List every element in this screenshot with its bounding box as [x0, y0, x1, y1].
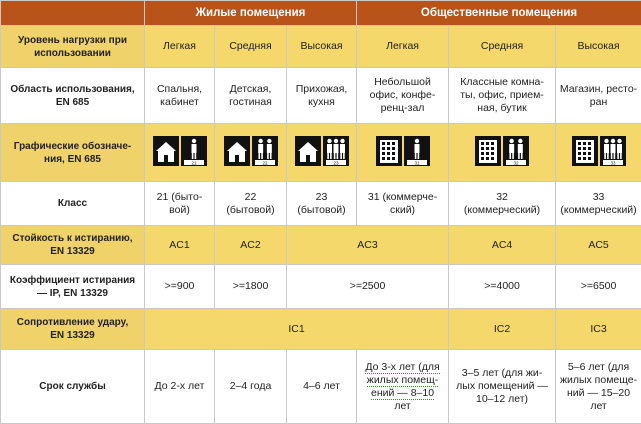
symbol-cell: [357, 124, 449, 182]
row-class: [1, 182, 641, 226]
office-building-icon: [572, 136, 598, 166]
row-service-life: [1, 350, 641, 424]
impact-value: IC1: [145, 309, 449, 350]
symbol-cell: [556, 124, 641, 182]
load-value: Средняя: [215, 26, 287, 68]
load-value: Высокая: [556, 26, 641, 68]
abrasion-value: AC2: [215, 226, 287, 265]
symbol-pair: [224, 136, 278, 166]
row-graphic-symbols: [1, 124, 641, 182]
symbol-cell: [145, 124, 215, 182]
class-value: 33 (коммерческий): [556, 182, 641, 226]
symbol-pair: [153, 136, 207, 166]
load-value: Легкая: [145, 26, 215, 68]
area-value: Небольшой офис, конфе- ренц-зал: [357, 68, 449, 124]
symbol-pair: [475, 136, 529, 166]
label-impact-resistance: Сопротивление удару, EN 13329: [1, 309, 145, 350]
abrasion-value: AC3: [287, 226, 449, 265]
header-row: [1, 1, 641, 26]
coefficient-value: >=1800: [215, 265, 287, 309]
label-load-level: Уровень нагрузки при использовании: [1, 26, 145, 68]
coefficient-value: >=900: [145, 265, 215, 309]
service-life-value: 5–6 лет (для жилых помеще- ний — 15–20 лет: [556, 350, 641, 424]
header-residential: Жилые помещения: [145, 1, 357, 26]
symbol-cell: [215, 124, 287, 182]
symbol-pair: [295, 136, 349, 166]
label-class: Класс: [1, 182, 145, 226]
row-abrasion-resistance: [1, 226, 641, 265]
coefficient-value: >=2500: [287, 265, 449, 309]
coefficient-value: >=6500: [556, 265, 641, 309]
office-building-icon: [475, 136, 501, 166]
class-value: 31 (коммерче- ский): [357, 182, 449, 226]
symbol-cell: [449, 124, 556, 182]
load-value: Высокая: [287, 26, 357, 68]
impact-value: IC3: [556, 309, 641, 350]
one-person-icon: [181, 136, 207, 166]
house-icon: [224, 136, 250, 166]
class-value: 22 (бытовой): [215, 182, 287, 226]
row-abrasion-coefficient: [1, 265, 641, 309]
three-persons-icon: [600, 136, 626, 166]
class-code-text: 32: [514, 160, 520, 165]
house-icon: [153, 136, 179, 166]
load-value: Средняя: [449, 26, 556, 68]
impact-value: IC2: [449, 309, 556, 350]
row-impact-resistance: [1, 309, 641, 350]
service-life-value: 3–5 лет (для жи- лых помещений — 10–12 лет): [449, 350, 556, 424]
row-load-level: [1, 26, 641, 68]
class-value: 32 (коммерческий): [449, 182, 556, 226]
three-persons-icon: [323, 136, 349, 166]
service-life-value: До 2-х лет: [145, 350, 215, 424]
label-abrasion-resistance: Стойкость к истиранию, EN 13329: [1, 226, 145, 265]
area-value: Классные комна- ты, офис, прием- ная, бутик: [449, 68, 556, 124]
label-abrasion-coefficient: Коэффициент истирания — IP, EN 13329: [1, 265, 145, 309]
area-value: Детская, гостиная: [215, 68, 287, 124]
abrasion-value: AC4: [449, 226, 556, 265]
service-life-value: 2–4 года: [215, 350, 287, 424]
header-corner: [1, 1, 145, 26]
label-graphic-symbols: Графические обозначе- ния, EN 685: [1, 124, 145, 182]
office-building-icon: [376, 136, 402, 166]
service-life-value: До 3-х лет (для жилых помещ- ений — 8–10 лет: [357, 350, 449, 424]
abrasion-value: AC5: [556, 226, 641, 265]
label-area-of-use: Область использования, EN 685: [1, 68, 145, 124]
row-area-of-use: [1, 68, 641, 124]
header-public: Общественные помещения: [357, 1, 641, 26]
class-code-text: 23: [333, 160, 339, 165]
coefficient-value: >=4000: [449, 265, 556, 309]
class-code-text: 31: [414, 160, 420, 165]
abrasion-value: AC1: [145, 226, 215, 265]
class-value: 23 (бытовой): [287, 182, 357, 226]
class-code-text: 22: [262, 160, 268, 165]
label-service-life: Срок службы: [1, 350, 145, 424]
class-value: 21 (быто- вой): [145, 182, 215, 226]
house-icon: [295, 136, 321, 166]
symbol-pair: [376, 136, 430, 166]
one-person-icon: [404, 136, 430, 166]
symbol-cell: [287, 124, 357, 182]
class-code-text: 33: [610, 160, 616, 165]
two-persons-icon: [503, 136, 529, 166]
area-value: Прихожая, кухня: [287, 68, 357, 124]
service-life-value: 4–6 лет: [287, 350, 357, 424]
area-value: Магазин, ресто- ран: [556, 68, 641, 124]
load-value: Легкая: [357, 26, 449, 68]
symbol-pair: [572, 136, 626, 166]
class-code-text: 21: [191, 160, 197, 165]
area-value: Спальня, кабинет: [145, 68, 215, 124]
two-persons-icon: [252, 136, 278, 166]
